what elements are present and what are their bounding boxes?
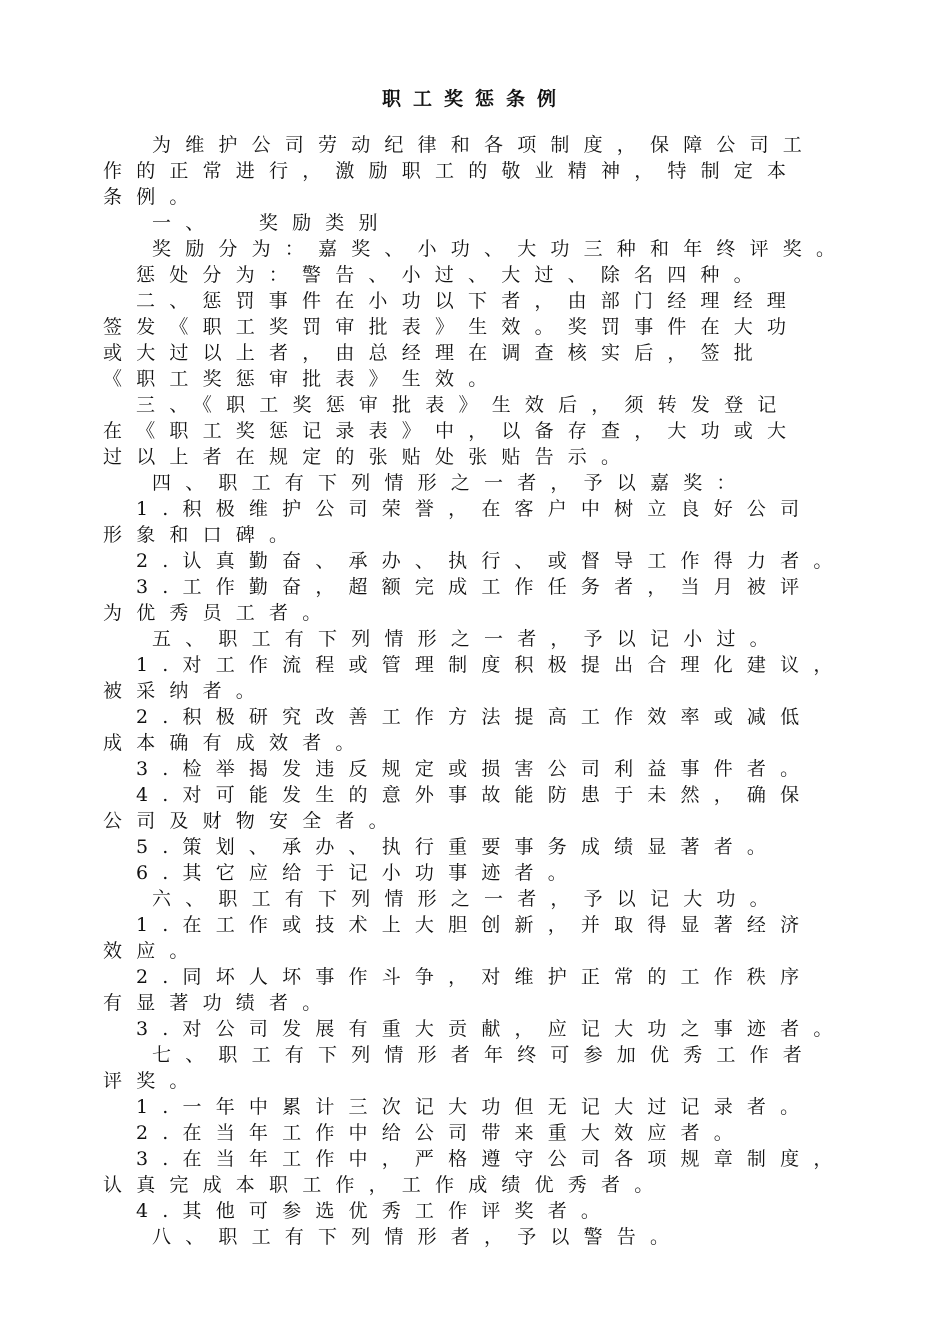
section-heading: 一、 奖励类别 (152, 212, 392, 234)
body-line: 为维护公司劳动纪律和各项制度，保障公司工 (152, 134, 817, 156)
body-line: 3.检举揭发违反规定或损害公司利益事件者。 (136, 758, 814, 780)
body-line: 3.对公司发展有重大贡献，应记大功之事迹者。 (136, 1018, 847, 1040)
document-title: 职工奖惩条例 (381, 88, 568, 110)
body-line: 1.对工作流程或管理制度积极提出合理化建议， (136, 654, 847, 676)
body-line: 签发《职工奖罚审批表》生效。奖罚事件在大功 (103, 316, 801, 338)
body-line: 1.在工作或技术上大胆创新，并取得显著经济 (136, 914, 814, 936)
body-line: 为优秀员工者。 (103, 602, 336, 624)
section-heading: 四、职工有下列情形之一者，予以嘉奖： (152, 472, 750, 494)
body-line: 作的正常进行，激励职工的敬业精神，特制定本 (103, 160, 801, 182)
body-line: 3.工作勤奋，超额完成工作任务者，当月被评 (136, 576, 814, 598)
body-line: 二、惩罚事件在小功以下者，由部门经理经理 (136, 290, 801, 312)
body-line: 2.同坏人坏事作斗争，对维护正常的工作秩序 (136, 966, 814, 988)
body-line: 4.对可能发生的意外事故能防患于未然，确保 (136, 784, 814, 806)
body-line: 在《职工奖惩记录表》中，以备存查，大功或大 (103, 420, 801, 442)
section-heading: 五、职工有下列情形之一者，予以记小过。 (152, 628, 783, 650)
body-line: 惩处分为：警告、小过、大过、除名四种。 (136, 264, 767, 286)
body-line: 评奖。 (103, 1070, 203, 1092)
section-heading: 八、职工有下列情形者，予以警告。 (152, 1226, 684, 1248)
body-line: 2.认真勤奋、承办、执行、或督导工作得力者。 (136, 550, 847, 572)
body-line: 三、《职工奖惩审批表》生效后，须转发登记 (136, 394, 791, 416)
body-line: 2.积极研究改善工作方法提高工作效率或减低 (136, 706, 814, 728)
body-line: 或大过以上者，由总经理在调查核实后，签批 (103, 342, 768, 364)
body-line: 形象和口碑。 (103, 524, 303, 546)
body-line: 被采纳者。 (103, 680, 270, 702)
section-heading: 六、职工有下列情形之一者，予以记大功。 (152, 888, 783, 910)
body-line: 条例。 (103, 186, 203, 208)
body-line: 奖励分为：嘉奖、小功、大功三种和年终评奖。 (152, 238, 850, 260)
body-line: 公司及财物安全者。 (103, 810, 402, 832)
body-line: 1.一年中累计三次记大功但无记大过记录者。 (136, 1096, 814, 1118)
section-heading: 七、职工有下列情形者年终可参加优秀工作者 (152, 1044, 817, 1066)
body-line: 有显著功绩者。 (103, 992, 336, 1014)
body-line: 4.其他可参选优秀工作评奖者。 (136, 1200, 615, 1222)
body-line: 成本确有成效者。 (103, 732, 369, 754)
body-line: 效应。 (103, 940, 203, 962)
body-line: 3.在当年工作中，严格遵守公司各项规章制度， (136, 1148, 847, 1170)
body-line: 《职工奖惩审批表》生效。 (103, 368, 502, 390)
body-line: 2.在当年工作中给公司带来重大效应者。 (136, 1122, 747, 1144)
body-line: 1.积极维护公司荣誉，在客户中树立良好公司 (136, 498, 814, 520)
body-line: 过以上者在规定的张贴处张贴告示。 (103, 446, 635, 468)
body-line: 6.其它应给于记小功事迹者。 (136, 862, 581, 884)
body-line: 认真完成本职工作，工作成绩优秀者。 (103, 1174, 668, 1196)
body-line: 5.策划、承办、执行重要事务成绩显著者。 (136, 836, 781, 858)
